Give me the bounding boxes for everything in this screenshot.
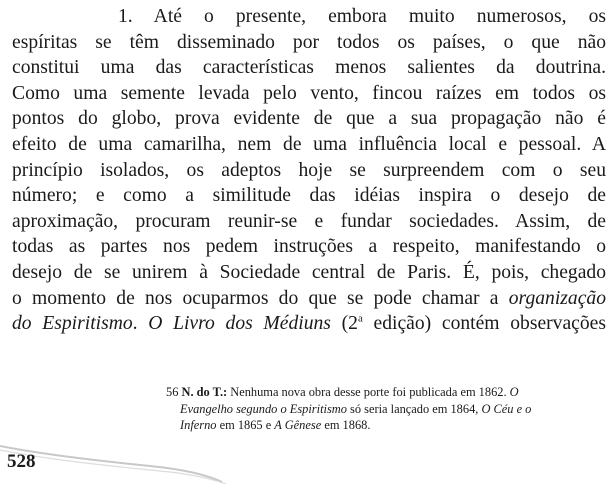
italic-term: do Espiritismo [12, 313, 133, 335]
text-segment: (2 [330, 313, 358, 335]
book-title: O Livro dos Médiuns [148, 313, 331, 335]
text-segment: . [132, 313, 149, 335]
body-paragraph [12, 4, 606, 337]
text-line: constitui uma das características menos salientes da doutrina. [12, 57, 606, 79]
text-segment: só seria lançado em 1864, [346, 401, 482, 416]
text-segment: em 1865 e [216, 418, 275, 432]
book-title: A Gênese [274, 418, 322, 432]
text-line [12, 286, 606, 312]
book-title: Evangelho segundo o Espiritismo [180, 401, 347, 416]
text-segment: Nenhuma nova obra desse porte foi publicada em 1862. [227, 385, 510, 399]
footnote-label: N. do T.: [181, 385, 228, 399]
book-title: Inferno [180, 418, 217, 432]
text-line: espíritas se têm disseminado por todos os países, o que não [12, 31, 606, 53]
page-number: 528 [7, 451, 36, 472]
text-line: princípio isolados, os adeptos hoje se surpreendem com o seu [12, 159, 606, 181]
footnote-line [166, 401, 606, 418]
book-title: O Céu e o [481, 401, 532, 416]
italic-term: O [509, 385, 519, 399]
text-line: efeito de uma camarilha, nem de uma influência local e pessoal. A [12, 133, 606, 155]
footnote-line [166, 384, 606, 401]
italic-term: organização [508, 287, 606, 309]
text-segment: em 1868. [321, 418, 371, 432]
footnote-number: 56 [166, 385, 179, 399]
text-line: todas as partes nos pedem instruções a respeito, manifestando o [12, 236, 606, 258]
footnote-line [166, 417, 606, 434]
text-line: número; e como a similitude das idéias inspira o desejo de [12, 185, 606, 207]
superscript: a [357, 312, 363, 325]
text-line: 1. Até o presente, embora muito numerosos, os [118, 6, 606, 27]
footnote [166, 384, 606, 434]
text-line: Como uma semente levada pelo vento, fincou raízes em todos os [12, 82, 606, 104]
text-line: aproximação, procuram reunir-se e fundar sociedades. Assim, de [12, 210, 606, 232]
text-segment: o momento de nos ocuparmos do que se pode chamar a [12, 287, 509, 309]
text-line [12, 311, 606, 337]
text-segment: edição) contém observações [362, 313, 606, 335]
text-line: desejo de se unirem à Sociedade central de Paris. É, pois, chegado [12, 261, 606, 283]
text-line: pontos do globo, prova evidente de que a sua propagação não é [12, 108, 606, 130]
